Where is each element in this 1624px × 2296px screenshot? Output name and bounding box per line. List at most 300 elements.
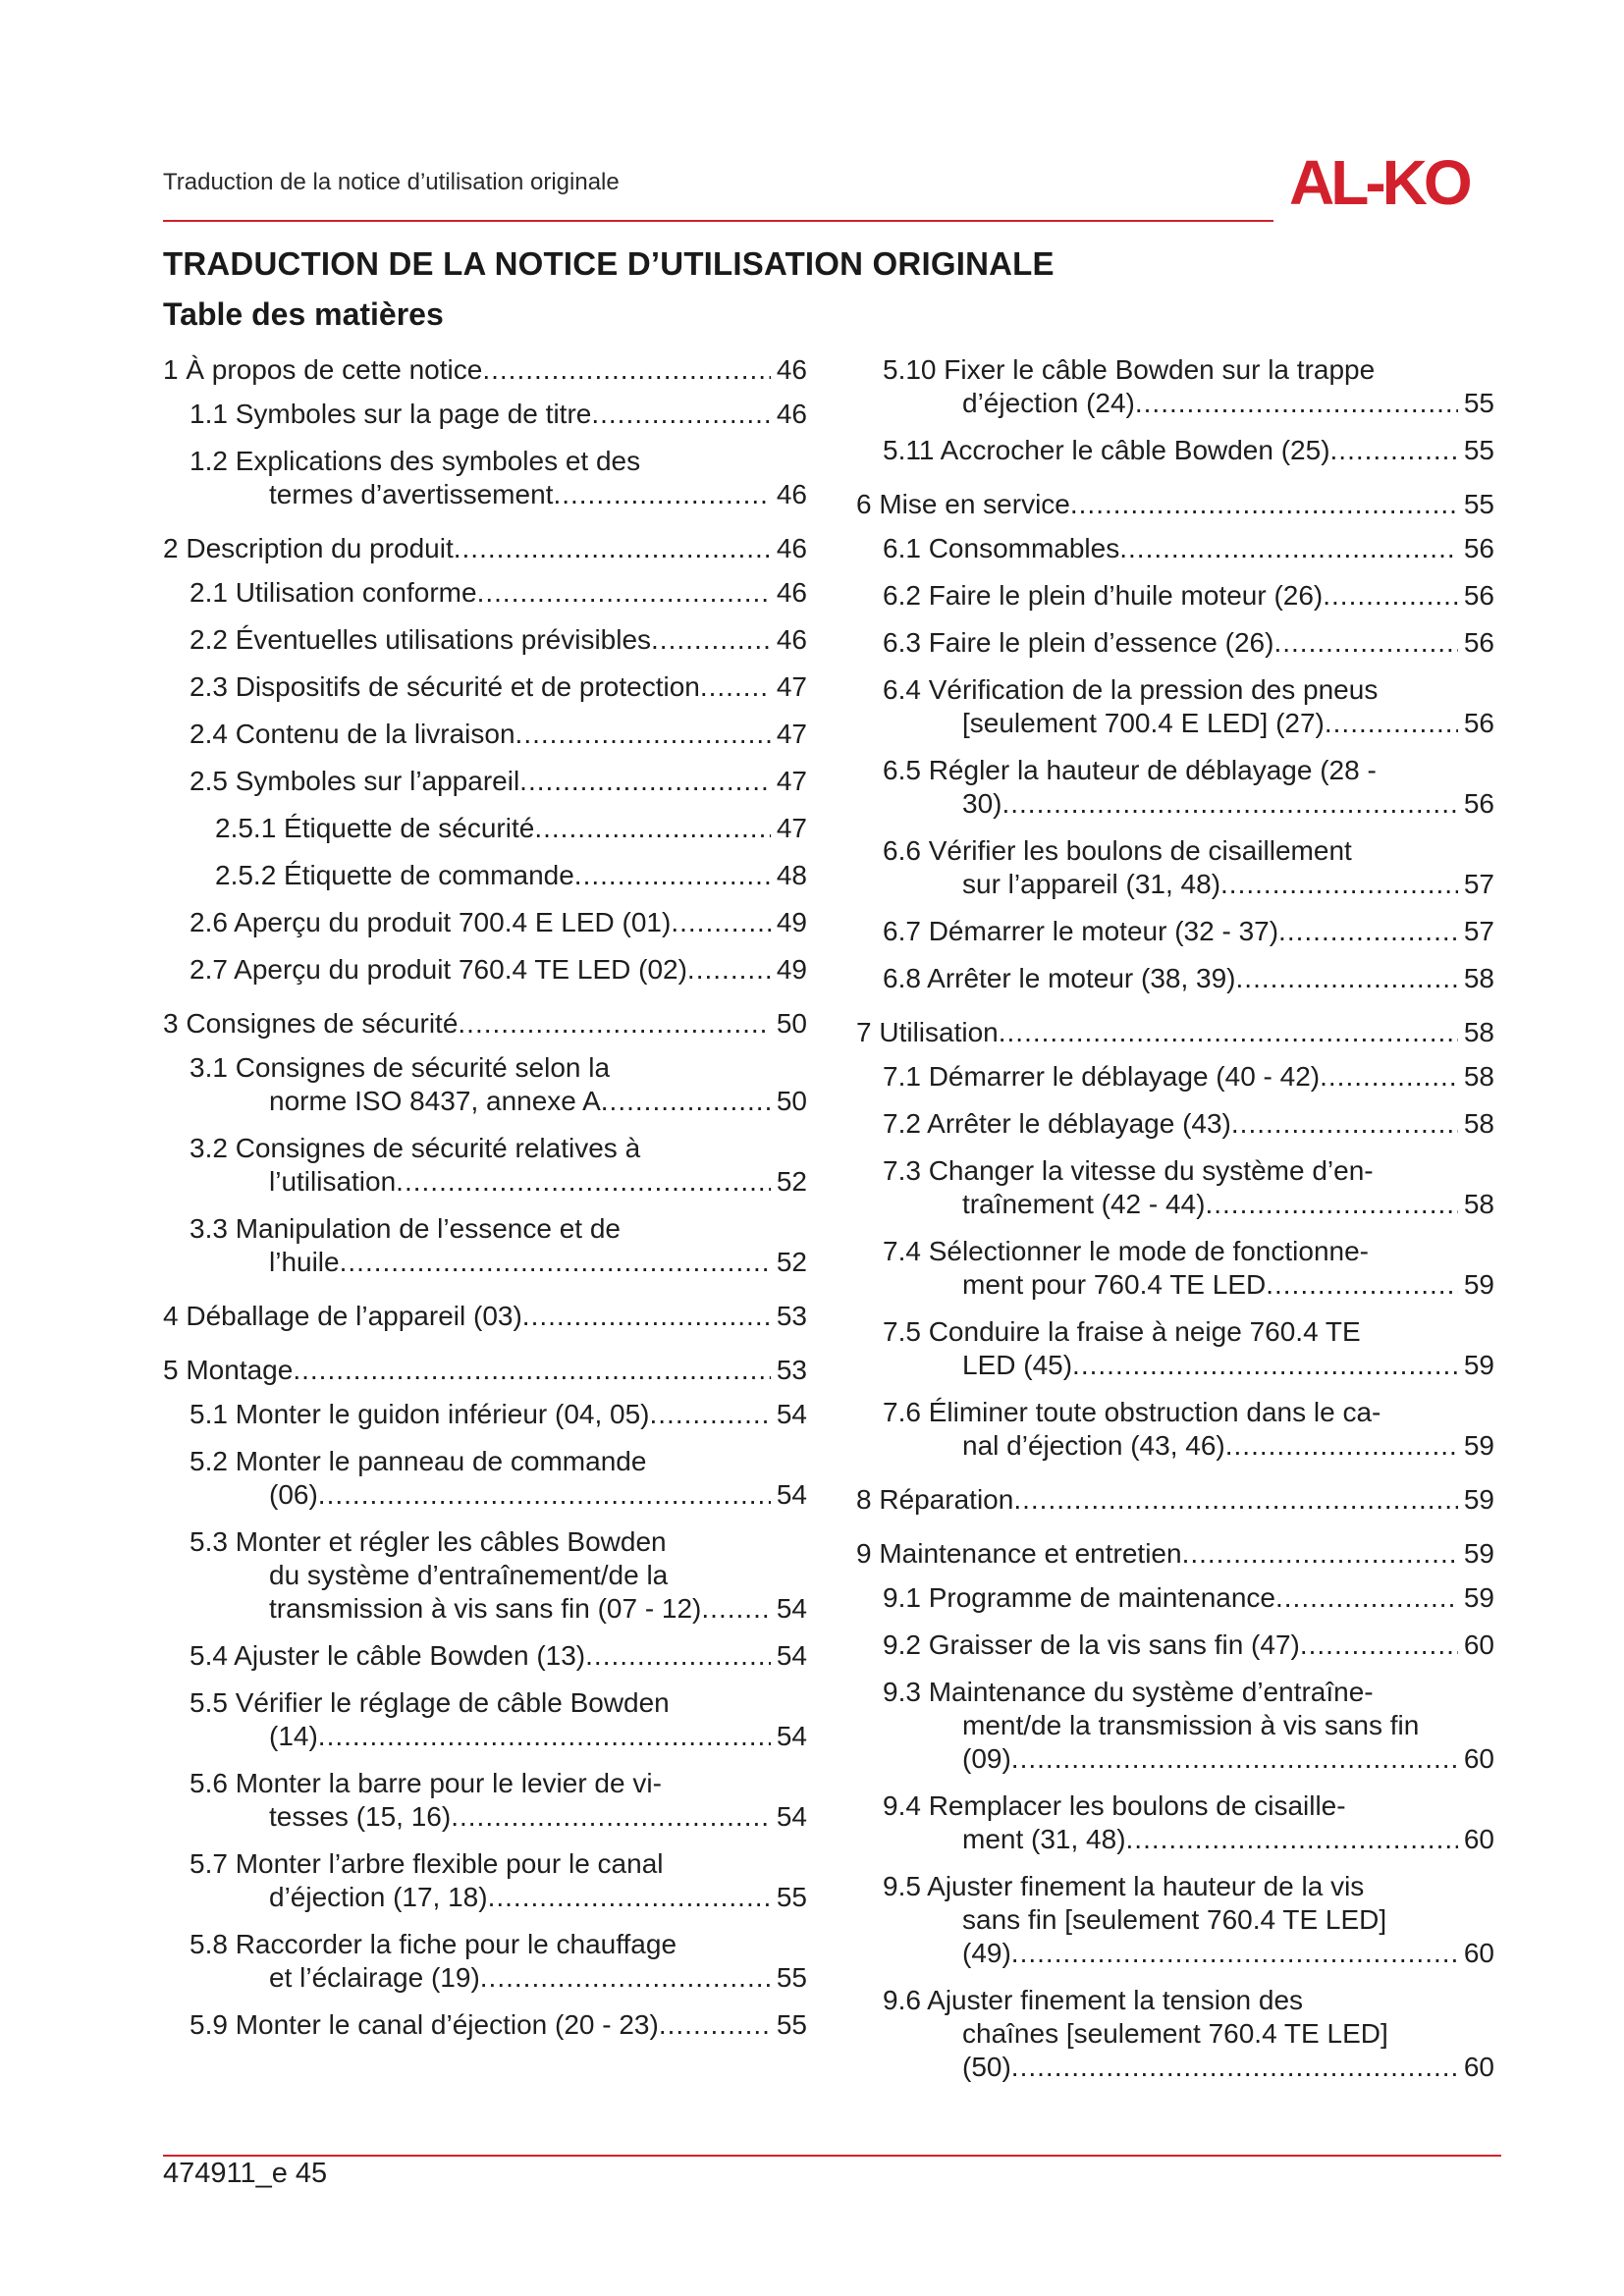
toc-page-number: 58	[1463, 1189, 1494, 1219]
toc-dot-leader	[340, 1246, 771, 1279]
toc-entry-title: 7.5 Conduire la fraise à neige 760.4 TE	[883, 1316, 1361, 1347]
toc-entry-title: traînement (42 - 44)	[962, 1189, 1206, 1219]
toc-page-number: 60	[1463, 1938, 1494, 1968]
toc-entry[interactable]	[163, 1212, 807, 1279]
toc-page-number: 56	[1463, 533, 1494, 563]
toc-dot-leader	[1330, 434, 1458, 467]
toc-entry-title: 5.7 Monter l’arbre flexible pour le canal	[189, 1848, 664, 1879]
toc-entry-line	[883, 1349, 1494, 1382]
toc-entry[interactable]	[856, 1870, 1494, 1970]
toc-entry[interactable]	[163, 1686, 807, 1753]
toc-entry-line	[163, 1300, 807, 1333]
toc-entry-title: 2.6 Aperçu du produit 700.4 E LED (01)	[189, 907, 672, 937]
toc-page-number: 46	[776, 399, 807, 429]
toc-entry-title: 5.5 Vérifier le réglage de câble Bowden	[189, 1687, 670, 1718]
running-header: Traduction de la notice d’utilisation originale	[163, 169, 620, 195]
toc-entry-line	[883, 353, 1494, 387]
toc-entry[interactable]	[856, 353, 1494, 420]
toc-page-number: 59	[1463, 1538, 1494, 1569]
toc-entry-line	[189, 1085, 807, 1118]
toc-entry-title: 5.9 Monter le canal d’éjection (20 - 23)	[189, 2009, 659, 2040]
toc-page-number: 52	[776, 1166, 807, 1197]
toc-entry[interactable]	[856, 1984, 1494, 2084]
toc-entry[interactable]	[163, 1398, 807, 1431]
toc-page-number: 56	[1463, 580, 1494, 611]
toc-entry-title: d’éjection (24)	[962, 388, 1135, 418]
toc-entry-line	[883, 1396, 1494, 1429]
toc-entry[interactable]	[163, 2008, 807, 2042]
toc-entry-title: 3.1 Consignes de sécurité selon la	[189, 1052, 611, 1083]
toc-dot-leader	[1323, 579, 1458, 613]
toc-page-number: 58	[1463, 1017, 1494, 1047]
toc-entry-line	[189, 1398, 807, 1431]
toc-entry[interactable]	[856, 434, 1494, 467]
toc-entry[interactable]	[163, 576, 807, 610]
toc-dot-leader	[318, 1478, 771, 1512]
toc-entry-line	[883, 1429, 1494, 1463]
toc-entry-line	[189, 1928, 807, 1961]
toc-entry[interactable]	[163, 1928, 807, 1995]
toc-entry-title: 2 Description du produit	[163, 533, 454, 563]
toc-entry-title: 2.2 Éventuelles utilisations prévisibles	[189, 624, 652, 655]
toc-page-number: 59	[1463, 1350, 1494, 1380]
toc-entry-line	[189, 1639, 807, 1673]
document-title: TRADUCTION DE LA NOTICE D’UTILISATION ORIGINALE	[163, 245, 1055, 282]
toc-page-number: 47	[776, 671, 807, 702]
toc-entry-line	[189, 2008, 807, 2042]
toc-dot-leader	[519, 765, 771, 798]
toc-entry[interactable]	[856, 915, 1494, 948]
toc-page-number: 50	[776, 1086, 807, 1116]
toc-dot-leader	[601, 1085, 771, 1118]
toc-entry[interactable]	[163, 1525, 807, 1626]
toc-entry[interactable]	[163, 1300, 807, 1333]
toc-entry-line	[163, 532, 807, 565]
toc-entry-line	[189, 1881, 807, 1914]
toc-entry-line	[883, 707, 1494, 740]
toc-entry-line	[883, 1676, 1494, 1709]
toc-entry-line	[189, 1246, 807, 1279]
toc-entry-title: 7 Utilisation	[856, 1017, 999, 1047]
toc-entry-line	[883, 1581, 1494, 1615]
toc-entry[interactable]	[163, 953, 807, 987]
toc-entry-line	[883, 1937, 1494, 1970]
toc-entry-line	[189, 1165, 807, 1199]
toc-entry-line	[883, 2017, 1494, 2051]
toc-dot-leader	[1070, 488, 1458, 521]
toc-entry-line	[856, 1483, 1494, 1517]
footer-rule	[163, 2155, 1501, 2157]
toc-page-number: 60	[1463, 2052, 1494, 2082]
toc-entry-line	[163, 1007, 807, 1041]
al-ko-logo	[1289, 149, 1507, 219]
toc-dot-leader	[477, 576, 771, 610]
toc-entry[interactable]	[856, 754, 1494, 821]
toc-entry[interactable]	[856, 1107, 1494, 1141]
toc-entry-line	[883, 834, 1494, 868]
toc-entry[interactable]	[856, 1016, 1494, 1049]
toc-entry-line	[883, 962, 1494, 995]
toc-page-number: 60	[1463, 1629, 1494, 1660]
toc-dot-leader	[522, 1300, 771, 1333]
toc-entry-line	[189, 1686, 807, 1720]
toc-entry-title: 3.3 Manipulation de l’essence et de	[189, 1213, 621, 1244]
toc-entry-line	[189, 1767, 807, 1800]
toc-dot-leader	[1011, 1937, 1458, 1970]
toc-entry-title: 6.5 Régler la hauteur de déblayage (28 -	[883, 755, 1377, 785]
toc-entry-title: ment/de la transmission à vis sans fin	[962, 1710, 1420, 1740]
toc-dot-leader	[591, 398, 771, 431]
toc-entry[interactable]	[856, 626, 1494, 660]
toc-dot-leader	[1225, 1429, 1458, 1463]
toc-entry-title: 30)	[962, 788, 1002, 819]
toc-entry-title: (06)	[269, 1479, 318, 1510]
toc-dot-leader	[454, 532, 771, 565]
toc-entry-line	[856, 488, 1494, 521]
toc-dot-leader	[1273, 626, 1457, 660]
toc-entry-title: 8 Réparation	[856, 1484, 1014, 1515]
toc-entry-line	[883, 1789, 1494, 1823]
toc-entry-line	[189, 478, 807, 511]
toc-page-number: 55	[1463, 388, 1494, 418]
toc-entry[interactable]	[856, 1483, 1494, 1517]
toc-page-number: 46	[776, 479, 807, 509]
toc-entry[interactable]	[856, 1235, 1494, 1302]
toc-dot-leader	[1205, 1188, 1457, 1221]
toc-entry-line	[189, 1212, 807, 1246]
toc-dot-leader	[1300, 1629, 1458, 1662]
toc-dot-leader	[488, 1881, 771, 1914]
toc-entry-line	[189, 1525, 807, 1559]
toc-page-number: 56	[1463, 788, 1494, 819]
toc-entry[interactable]	[856, 1060, 1494, 1094]
toc-dot-leader	[687, 953, 771, 987]
toc-entry-title: 7.2 Arrêter le déblayage (43)	[883, 1108, 1231, 1139]
toc-entry-title: (49)	[962, 1938, 1011, 1968]
toc-page-number: 47	[776, 766, 807, 796]
toc-entry-title: 9.3 Maintenance du système d’entraîne-	[883, 1677, 1374, 1707]
toc-entry-title: 9.6 Ajuster finement la tension des	[883, 1985, 1304, 2015]
toc-page-number: 54	[776, 1721, 807, 1751]
toc-page-number: 56	[1463, 708, 1494, 738]
toc-dot-leader	[651, 623, 771, 657]
toc-entry-line	[883, 1060, 1494, 1094]
toc-entry-line	[189, 718, 807, 751]
toc-page-number: 53	[776, 1355, 807, 1385]
toc-entry-line	[883, 626, 1494, 660]
toc-entry[interactable]	[163, 670, 807, 704]
toc-entry-title: LED (45)	[962, 1350, 1073, 1380]
toc-entry-title: 6.8 Arrêter le moteur (38, 39)	[883, 963, 1236, 993]
toc-entry-title: 2.3 Dispositifs de sécurité et de protection	[189, 671, 700, 702]
toc-entry[interactable]	[163, 718, 807, 751]
toc-entry[interactable]	[163, 812, 807, 845]
toc-entry-title: 1.1 Symboles sur la page de titre	[189, 399, 592, 429]
toc-entry-title: 9.4 Remplacer les boulons de cisaille-	[883, 1790, 1346, 1821]
toc-page-number: 59	[1463, 1430, 1494, 1461]
toc-entry[interactable]	[856, 1154, 1494, 1221]
toc-entry-line	[163, 1354, 807, 1387]
toc-dot-leader	[1266, 1268, 1458, 1302]
toc-entry-title: l’utilisation	[269, 1166, 397, 1197]
toc-entry-line	[883, 1268, 1494, 1302]
toc-entry-title: d’éjection (17, 18)	[269, 1882, 488, 1912]
toc-entry[interactable]	[163, 398, 807, 431]
toc-page-number: 49	[776, 954, 807, 985]
toc-page-number: 54	[776, 1479, 807, 1510]
toc-dot-leader	[701, 1592, 770, 1626]
toc-entry-title: 2.4 Contenu de la livraison	[189, 719, 515, 749]
toc-entry-line	[189, 1847, 807, 1881]
toc-dot-leader	[293, 1354, 771, 1387]
toc-entry-title: 2.7 Aperçu du produit 760.4 TE LED (02)	[189, 954, 687, 985]
toc-entry-line	[189, 1559, 807, 1592]
toc-entry-title: l’huile	[269, 1247, 340, 1277]
toc-dot-leader	[671, 906, 771, 939]
toc-entry-line	[883, 1235, 1494, 1268]
toc-page-number: 46	[776, 624, 807, 655]
toc-entry-title: ment (31, 48)	[962, 1824, 1126, 1854]
toc-entry-title: 3 Consignes de sécurité	[163, 1008, 459, 1039]
toc-entry-line	[883, 434, 1494, 467]
toc-entry[interactable]	[856, 532, 1494, 565]
toc-entry-title: 6.6 Vérifier les boulons de cisaillement	[883, 835, 1352, 866]
toc-entry-title: termes d’avertissement	[269, 479, 554, 509]
toc-entry-title: 4 Déballage de l’appareil (03)	[163, 1301, 522, 1331]
toc-dot-leader	[1320, 1060, 1458, 1094]
toc-entry-title: 7.4 Sélectionner le mode de fonctionne-	[883, 1236, 1369, 1266]
toc-entry-line	[883, 868, 1494, 901]
toc-entry-title: [seulement 700.4 E LED] (27)	[962, 708, 1325, 738]
toc-entry[interactable]	[163, 765, 807, 798]
toc-entry-title: nal d’éjection (43, 46)	[962, 1430, 1225, 1461]
toc-entry-title: sur l’appareil (31, 48)	[962, 869, 1221, 899]
toc-heading: Table des matières	[163, 296, 444, 332]
toc-entry[interactable]	[856, 1789, 1494, 1856]
toc-page-number: 55	[1463, 489, 1494, 519]
toc-entry-line	[163, 353, 807, 387]
toc-dot-leader	[585, 1639, 771, 1673]
toc-entry-line	[883, 1823, 1494, 1856]
toc-entry[interactable]	[856, 1676, 1494, 1776]
toc-entry-line	[189, 398, 807, 431]
toc-page-number: 57	[1463, 916, 1494, 946]
toc-entry[interactable]	[856, 673, 1494, 740]
toc-page-number: 60	[1463, 1824, 1494, 1854]
toc-entry[interactable]	[163, 1639, 807, 1673]
toc-dot-leader	[396, 1165, 771, 1199]
toc-entry[interactable]	[856, 1537, 1494, 1571]
toc-dot-leader	[1182, 1537, 1458, 1571]
toc-dot-leader	[1001, 787, 1457, 821]
toc-entry[interactable]	[163, 1051, 807, 1118]
toc-entry-title: 7.6 Éliminer toute obstruction dans le ca-	[883, 1397, 1381, 1427]
toc-entry-title: 5.3 Monter et régler les câbles Bowden	[189, 1526, 667, 1557]
toc-entry-title: ment pour 760.4 TE LED	[962, 1269, 1267, 1300]
toc-dot-leader	[1231, 1107, 1458, 1141]
logo-text: AL-KO	[1289, 149, 1469, 214]
toc-entry-line	[189, 953, 807, 987]
toc-entry-title: 6.3 Faire le plein d’essence (26)	[883, 627, 1274, 658]
toc-entry[interactable]	[163, 859, 807, 892]
toc-entry-title: 6.1 Consommables	[883, 533, 1120, 563]
toc-entry[interactable]	[856, 1396, 1494, 1463]
toc-entry-line	[189, 765, 807, 798]
toc-entry[interactable]	[856, 1315, 1494, 1382]
toc-entry[interactable]	[856, 834, 1494, 901]
toc-entry-line	[189, 1478, 807, 1512]
toc-page-number: 59	[1463, 1484, 1494, 1515]
toc-entry-title: norme ISO 8437, annexe A	[269, 1086, 601, 1116]
toc-page-number: 60	[1463, 1743, 1494, 1774]
toc-entry-line	[883, 1984, 1494, 2017]
toc-page-number: 59	[1463, 1269, 1494, 1300]
toc-page-number: 47	[776, 719, 807, 749]
toc-dot-leader	[451, 1800, 771, 1834]
toc-entry-line	[883, 1742, 1494, 1776]
toc-page-number: 47	[776, 813, 807, 843]
toc-page-number: 46	[776, 577, 807, 608]
toc-entry-line	[883, 787, 1494, 821]
toc-entry[interactable]	[163, 1847, 807, 1914]
toc-entry-line	[189, 1051, 807, 1085]
toc-dot-leader	[534, 812, 771, 845]
toc-entry-line	[189, 670, 807, 704]
toc-page-number: 46	[776, 354, 807, 385]
toc-dot-leader	[1236, 962, 1458, 995]
toc-right-column	[856, 353, 1494, 2084]
toc-entry-line	[189, 445, 807, 478]
toc-dot-leader	[1011, 1742, 1458, 1776]
toc-entry[interactable]	[163, 445, 807, 511]
toc-entry-line	[189, 623, 807, 657]
header-rule	[163, 220, 1273, 222]
toc-dot-leader	[458, 1007, 770, 1041]
toc-page-number: 49	[776, 907, 807, 937]
toc-entry-title: 9.1 Programme de maintenance	[883, 1582, 1275, 1613]
toc-entry-line	[883, 532, 1494, 565]
toc-dot-leader	[1220, 868, 1458, 901]
toc-entry[interactable]	[163, 1354, 807, 1387]
toc-entry-title: 6.2 Faire le plein d’huile moteur (26)	[883, 580, 1324, 611]
toc-page-number: 55	[776, 1962, 807, 1993]
toc-entry-line	[856, 1537, 1494, 1571]
toc-entry-title: 5.1 Monter le guidon inférieur (04, 05)	[189, 1399, 650, 1429]
toc-entry-line	[189, 1132, 807, 1165]
toc-entry-line	[189, 1800, 807, 1834]
toc-entry-title: 2.5 Symboles sur l’appareil	[189, 766, 520, 796]
toc-entry[interactable]	[163, 1445, 807, 1512]
toc-entry-line	[883, 1709, 1494, 1742]
toc-page-number: 54	[776, 1399, 807, 1429]
toc-page-number: 53	[776, 1301, 807, 1331]
toc-entry-line	[883, 1188, 1494, 1221]
toc-entry[interactable]	[163, 906, 807, 939]
toc-dot-leader	[480, 1961, 771, 1995]
toc-entry-title: 7.1 Démarrer le déblayage (40 - 42)	[883, 1061, 1321, 1092]
toc-entry-line	[215, 859, 807, 892]
toc-entry-line	[883, 915, 1494, 948]
toc-entry-title: 5.11 Accrocher le câble Bowden (25)	[883, 435, 1330, 465]
toc-page-number: 59	[1463, 1582, 1494, 1613]
toc-dot-leader	[482, 353, 771, 387]
toc-entry[interactable]	[163, 1007, 807, 1041]
toc-entry[interactable]	[163, 532, 807, 565]
toc-entry-title: tesses (15, 16)	[269, 1801, 452, 1832]
toc-dot-leader	[700, 670, 771, 704]
toc-entry-title: 9.5 Ajuster finement la hauteur de la vis	[883, 1871, 1365, 1901]
toc-dot-leader	[318, 1720, 771, 1753]
toc-page-number: 56	[1463, 627, 1494, 658]
toc-dot-leader	[553, 478, 770, 511]
toc-dot-leader	[1278, 915, 1458, 948]
toc-page-number: 50	[776, 1008, 807, 1039]
toc-dot-leader	[1072, 1349, 1458, 1382]
toc-page-number: 58	[1463, 1061, 1494, 1092]
toc-entry-title: et l’éclairage (19)	[269, 1962, 480, 1993]
toc-dot-leader	[999, 1016, 1458, 1049]
toc-entry-line	[883, 1154, 1494, 1188]
toc-entry-line	[189, 1720, 807, 1753]
toc-entry-title: 2.1 Utilisation conforme	[189, 577, 477, 608]
toc-entry-line	[189, 1592, 807, 1626]
toc-entry-title: 9.2 Graisser de la vis sans fin (47)	[883, 1629, 1300, 1660]
toc-dot-leader	[515, 718, 771, 751]
toc-entry-line	[189, 906, 807, 939]
toc-entry-title: 5.2 Monter le panneau de commande	[189, 1446, 647, 1476]
toc-entry[interactable]	[856, 1581, 1494, 1615]
toc-entry-line	[189, 1961, 807, 1995]
toc-entry-title: 5.4 Ajuster le câble Bowden (13)	[189, 1640, 586, 1671]
toc-entry-title: du système d’entraînement/de la	[269, 1560, 669, 1590]
toc-entry-line	[883, 2051, 1494, 2084]
toc-entry-line	[883, 1903, 1494, 1937]
toc-page-number: 55	[776, 1882, 807, 1912]
toc-left-column	[163, 353, 807, 2042]
toc-entry-title: chaînes [seulement 760.4 TE LED]	[962, 2018, 1388, 2049]
toc-entry-title: 7.3 Changer la vitesse du système d’en-	[883, 1155, 1374, 1186]
toc-entry[interactable]	[856, 1629, 1494, 1662]
toc-entry-title: 1 À propos de cette notice	[163, 354, 483, 385]
toc-entry-title: 6.4 Vérification de la pression des pneus	[883, 674, 1379, 705]
toc-entry-line	[883, 1629, 1494, 1662]
toc-entry[interactable]	[163, 1767, 807, 1834]
toc-entry-line	[883, 754, 1494, 787]
toc-page-number: 46	[776, 533, 807, 563]
toc-entry-line	[189, 576, 807, 610]
toc-entry-title: 6 Mise en service	[856, 489, 1070, 519]
toc-dot-leader	[650, 1398, 771, 1431]
toc-entry[interactable]	[856, 579, 1494, 613]
toc-entry[interactable]	[856, 962, 1494, 995]
toc-entry-title: 5.10 Fixer le câble Bowden sur la trappe	[883, 354, 1376, 385]
toc-entry-title: (50)	[962, 2052, 1011, 2082]
toc-entry[interactable]	[856, 488, 1494, 521]
toc-page-number: 54	[776, 1801, 807, 1832]
toc-page-number: 55	[1463, 435, 1494, 465]
toc-entry-line	[856, 1016, 1494, 1049]
toc-dot-leader	[1011, 2051, 1458, 2084]
toc-entry[interactable]	[163, 353, 807, 387]
toc-entry[interactable]	[163, 623, 807, 657]
toc-dot-leader	[1275, 1581, 1458, 1615]
toc-entry-title: 5.6 Monter la barre pour le levier de vi-	[189, 1768, 662, 1798]
toc-entry-title: sans fin [seulement 760.4 TE LED]	[962, 1904, 1387, 1935]
toc-entry[interactable]	[163, 1132, 807, 1199]
toc-page-number: 57	[1463, 869, 1494, 899]
toc-entry-title: 1.2 Explications des symboles et des	[189, 446, 641, 476]
toc-dot-leader	[1126, 1823, 1458, 1856]
